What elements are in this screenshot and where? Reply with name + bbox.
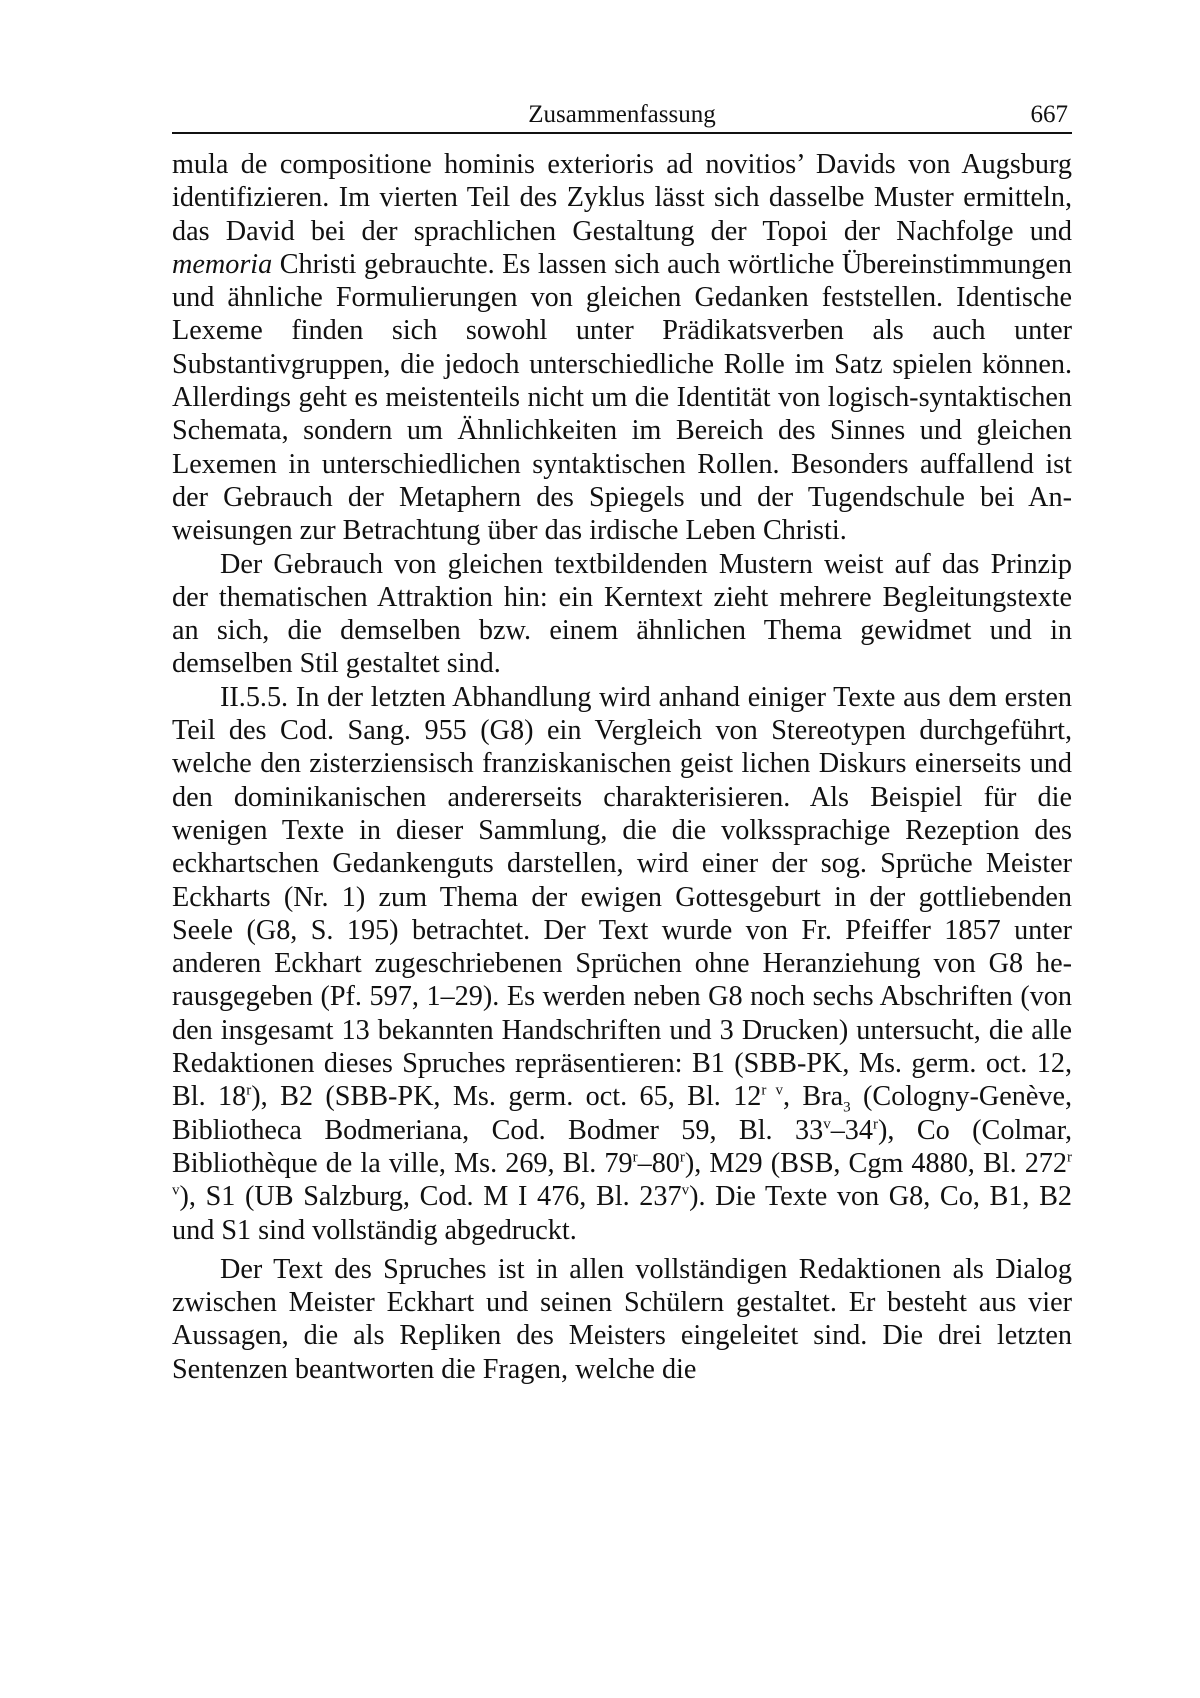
- running-head-title: Zusammenfassung: [528, 101, 716, 128]
- folio-superscript: v: [681, 1182, 690, 1199]
- folio-superscript: r: [632, 1149, 638, 1166]
- paragraph-3-text-d: (Cologny-Genève, Bibliotheca Bodmeriana, Cod. Bodmer 59, Bl. 33: [172, 1081, 1073, 1146]
- siglum-subscript: 3: [843, 1099, 851, 1116]
- folio-superscript: r v: [761, 1082, 783, 1099]
- paragraph-3-text-j: ). Die Texte von G8, Co, B1, B2 und S1 sind vollständig abgedruckt.: [172, 1181, 1073, 1246]
- running-head: [172, 96, 1072, 134]
- paragraph-1-text-b: Christi gebrauchte. Es lassen sich auch wörtliche Übereinstimmungen und ähnliche Formulierungen von gleichen Gedanken feststellen. Identische Lexeme finden sich sowohl unter Prädikatsverben als auch unter Substantivgruppen, die jedoch unterschiedliche Rolle im Satz spielen können. Allerdings geht es meistenteils nicht um die Identität von logisch-syntaktischen Schemata, sondern um Ähnlichkeiten im Bereich des Sinnes und gleichen Lexemen in unterschiedlichen syntaktischen Rollen. Besonders auffallend ist der Gebrauch der Metaphern des Spiegels und der Tugendschule bei Anweisungen zur Betrachtung über das irdische Leben Christi.: [172, 248, 1072, 547]
- folio-superscript: r v: [172, 1149, 1072, 1199]
- paragraph-3-text-i: ), S1 (UB Salzburg, Cod. M I 476, Bl. 237: [179, 1181, 682, 1213]
- paragraph-2: Der Gebrauch von gleichen textbildenden Mustern weist auf das Prinzip der thematischen Attraktion hin: ein Kerntext zieht mehrere Begleitungstexte an sich, die demselben bzw. einem ähnlichen Thema gewidmet und in demselben Stil gestaltet sind.: [172, 548, 1072, 680]
- paragraph-3-text-f: ), Co (Colmar, Bibliothèque de la ville, Ms. 269, Bl. 79: [172, 1114, 1072, 1179]
- paragraph-3-text-b: ), B2 (SBB-PK, Ms. germ. oct. 65, Bl. 12: [251, 1081, 762, 1113]
- folio-superscript: v: [823, 1116, 831, 1133]
- paragraph-1-emphasis: memoria: [172, 248, 273, 280]
- paragraph-1-text-a: mula de compositione hominis exterioris ad novitios’ Davids von Augsburg identifizieren. Im vierten Teil des Zyklus lässt sich dasselbe Muster ermitteln, das David bei der sprachlichen Gestaltung der Topoi der Nachfolge und: [172, 149, 1072, 247]
- paragraph-3-text-c: , Bra: [782, 1081, 844, 1113]
- paragraph-4: Der Text des Spruches ist in allen vollständigen Redaktionen als Dialog zwischen Meister Eckhart und seinen Schülern gestaltet. Er besteht aus vier Aussagen, die als Repliken des Meisters eingeleitet sind. Die drei letzten Sentenzen beantworten die Fragen, welche die: [172, 1253, 1072, 1385]
- paragraph-3-text-e: –34: [830, 1114, 873, 1146]
- book-page: [172, 96, 1072, 1386]
- folio-superscript: r: [679, 1149, 685, 1166]
- body-text: [172, 148, 1072, 1386]
- paragraph-3-text-h: ), M29 (BSB, Cgm 4880, Bl. 272: [684, 1147, 1067, 1179]
- paragraph-3-text-a: II.5.5. In der letzten Abhandlung wird anhand einiger Texte aus dem ersten Teil des Cod. Sang. 955 (G8) ein Vergleich von Stereotypen durchgeführt, welche den zisterziensisch franziskanischen geist lichen Diskurs einerseits und den dominikanischen andererseits charakterisieren. Als Beispiel für die wenigen Texte in dieser Sammlung, die die volkssprachige Rezeption des eckhartschen Gedankenguts darstellen, wird einer der sog. Sprüche Meister Eckharts (Nr. 1) zum Thema der ewigen Gottesgeburt in der gottliebenden Seele (G8, S. 195) betrachtet. Der Text wurde von Fr. Pfeiffer 1857 unter anderen Eckhart zugeschriebenen Sprüchen ohne Heranziehung von G8 herausgegeben (Pf. 597, 1–29). Es werden neben G8 noch sechs Abschriften (von den insgesamt 13 bekannten Handschriften und 3 Drucken) untersucht, die alle Redaktionen dieses Spruches repräsentieren: B1 (SBB-PK, Ms. germ. oct. 12, Bl. 18: [172, 681, 1072, 1113]
- folio-superscript: r: [246, 1082, 252, 1099]
- page-number: 667: [1030, 101, 1068, 128]
- folio-superscript: r: [872, 1116, 878, 1133]
- paragraph-3: [172, 681, 1072, 1247]
- paragraph-1: [172, 148, 1072, 548]
- paragraph-3-text-g: –80: [637, 1147, 680, 1179]
